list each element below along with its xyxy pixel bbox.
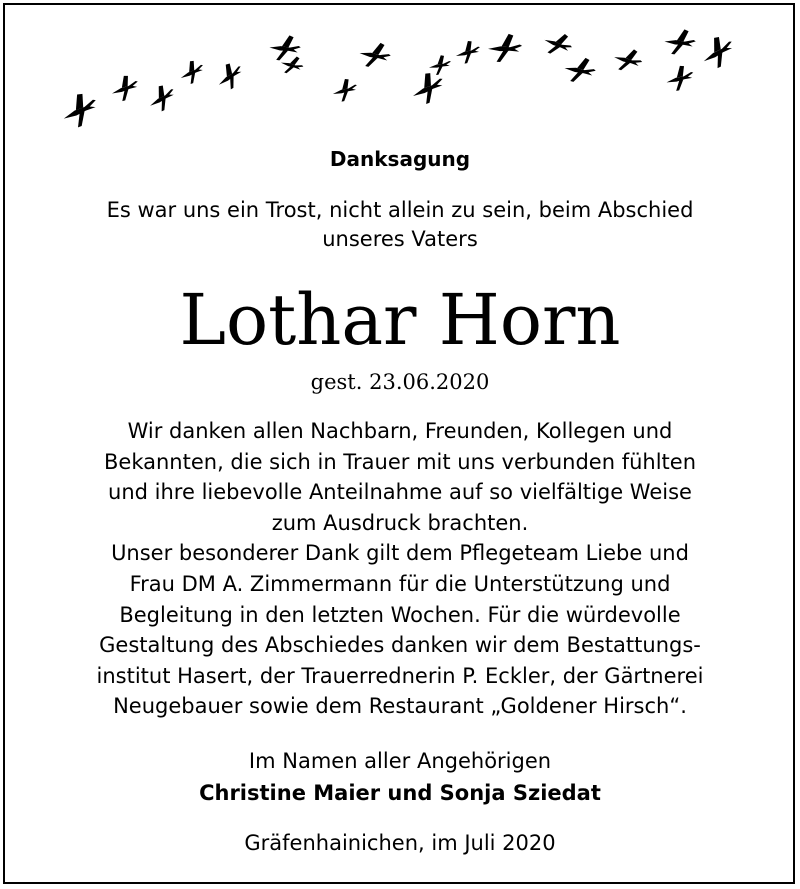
thanks-line: zum Ausdruck brachten. [271, 510, 529, 535]
death-date: gest. 23.06.2020 [310, 370, 490, 394]
thanks-line: und ihre liebevolle Anteilnahme auf so vielfältige Weise [108, 480, 692, 505]
flying-birds-icon [0, 0, 800, 140]
notice-heading: Danksagung [329, 147, 471, 171]
thanks-line: institut Hasert, der Trauerrednerin P. Eckler, der Gärtnerei [96, 663, 704, 688]
thanks-line: Neugebauer sowie dem Restaurant „Goldener Hirsch“. [113, 694, 687, 719]
thanks-line: Frau DM A. Zimmermann für die Unterstützung und [129, 571, 671, 596]
intro-line: unseres Vaters [322, 227, 478, 251]
signature-intro: Im Namen aller Angehörigen [248, 749, 552, 773]
place-and-date: Gräfenhainichen, im Juli 2020 [244, 831, 556, 855]
thanks-text [30, 416, 770, 722]
intro-text [40, 196, 760, 254]
thanks-line: Wir danken allen Nachbarn, Freunden, Kollegen und [127, 419, 673, 443]
intro-line: Es war uns ein Trost, nicht allein zu sein, beim Abschied [106, 198, 694, 222]
thanks-line: Bekannten, die sich in Trauer mit uns verbunden fühlten [104, 449, 696, 474]
thanks-line: Gestaltung des Abschiedes danken wir dem Bestattungs- [99, 633, 701, 658]
thanks-line: Begleitung in den letzten Wochen. Für die würdevolle [119, 602, 681, 627]
thanks-line: Unser besonderer Dank gilt dem Pflegeteam Liebe und [111, 541, 689, 566]
deceased-name: Lothar Horn [179, 279, 621, 361]
signers-names: Christine Maier und Sonja Sziedat [199, 781, 601, 805]
